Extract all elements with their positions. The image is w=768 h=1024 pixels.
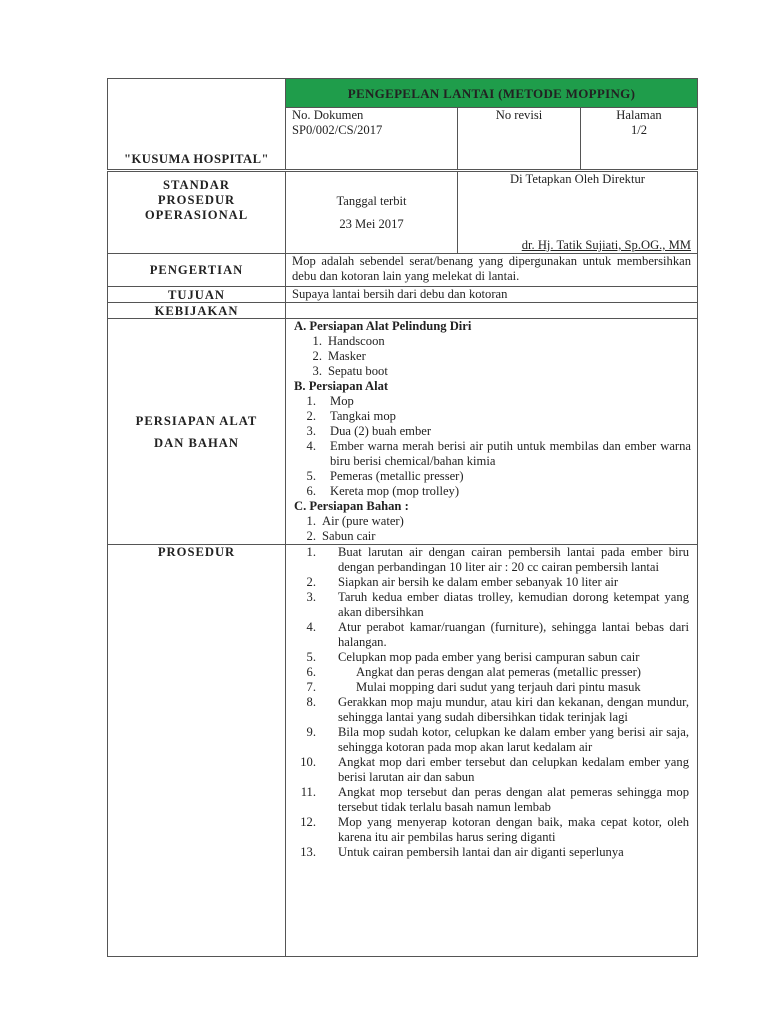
hospital-name-cell: [108, 79, 286, 171]
prosedur-step-text: Gerakkan mop maju mundur, atau kiri dan kekanan, dengan mundur, sehingga lantai yang sudah dibersihkan tidak terinjak lagi: [338, 695, 689, 724]
persiapan-item: 1. Air (pure water): [294, 514, 691, 529]
sop-table: [107, 78, 698, 957]
doc-number-cell: [286, 108, 458, 171]
persiapan-item: 1. Handscoon: [294, 334, 691, 349]
spo-label-line: STANDAR: [163, 178, 230, 192]
approval-cell: [458, 171, 698, 254]
prosedur-step: 6. Angkat dan peras dengan alat pemeras (metallic presser): [292, 665, 689, 680]
revision-cell: [458, 108, 581, 171]
tujuan-text: Supaya lantai bersih dari debu dan kotoran: [286, 287, 698, 303]
persiapan-item: 3. Dua (2) buah ember: [294, 424, 691, 439]
persiapan-item-text: Air (pure water): [322, 514, 404, 528]
prosedur-step-text: Celupkan mop pada ember yang berisi campuran sabun cair: [338, 650, 640, 664]
prosedur-step-text: Buat larutan air dengan cairan pembersih lantai pada ember biru dengan perbandingan 10 liter air : 20 cc cairan pembersih lantai: [338, 545, 689, 574]
prosedur-step-text: Angkat mop tersebut dan peras dengan alat pemeras sehingga mop tersebut tidak terlalu basah namun lembab: [338, 785, 689, 814]
persiapan-item-text: Masker: [328, 349, 366, 363]
prosedur-step: 8. Gerakkan mop maju mundur, atau kiri dan kekanan, dengan mundur, sehingga lantai yang sudah dibersihkan tidak terinjak lagi: [306, 695, 689, 724]
spo-label-line: PROSEDUR: [157, 193, 236, 207]
prosedur-step-text: Angkat dan peras dengan alat pemeras (metallic presser): [356, 665, 641, 679]
persiapan-list: [294, 394, 691, 499]
prosedur-step: 2. Siapkan air bersih ke dalam ember sebanyak 10 liter air: [292, 575, 689, 590]
page-label: Halaman: [616, 108, 662, 122]
persiapan-label-line: PERSIAPAN ALAT: [135, 413, 258, 428]
persiapan-item-text: Sabun cair: [322, 529, 376, 543]
persiapan-item-text: Handscoon: [328, 334, 385, 348]
page-cell: [581, 108, 698, 171]
persiapan-section-title: A. Persiapan Alat Pelindung Diri: [294, 319, 472, 333]
persiapan-item-text: Tangkai mop: [330, 409, 396, 423]
persiapan-item: 3. Sepatu boot: [294, 364, 691, 379]
prosedur-list: [292, 545, 689, 860]
prosedur-step-text: Bila mop sudah kotor, celupkan ke dalam ember yang berisi air saja, sehingga kotoran pada mop akan larut kedalam air: [338, 725, 689, 754]
persiapan-label: [108, 319, 286, 545]
persiapan-section-title: B. Persiapan Alat: [294, 379, 389, 393]
persiapan-item: 2. Tangkai mop: [294, 409, 691, 424]
prosedur-step: 12. Mop yang menyerap kotoran dengan baik, maka cepat kotor, oleh karena itu air pembilas harus sering diganti: [300, 815, 689, 844]
director-name: dr. Hj. Tatik Sujiati, Sp.OG., MM: [521, 238, 691, 252]
persiapan-item: 5. Pemeras (metallic presser): [294, 469, 691, 484]
prosedur-content: [286, 545, 698, 957]
prosedur-step: 13. Untuk cairan pembersih lantai dan air diganti seperlunya: [292, 845, 689, 860]
prosedur-label: PROSEDUR: [108, 545, 286, 957]
pengertian-label: PENGERTIAN: [108, 254, 286, 287]
persiapan-item-text: Dua (2) buah ember: [330, 424, 432, 438]
prosedur-step-text: Siapkan air bersih ke dalam ember sebanyak 10 liter air: [338, 575, 619, 589]
doc-number-label: No. Dokumen: [292, 108, 364, 122]
persiapan-item-text: Mop: [330, 394, 354, 408]
page-number: 1/2: [630, 123, 648, 137]
issue-date: 23 Mei 2017: [339, 216, 404, 231]
tujuan-label: TUJUAN: [108, 287, 286, 303]
prosedur-step-text: Atur perabot kamar/ruangan (furniture), sehingga lantai bebas dari halangan.: [338, 620, 689, 649]
persiapan-list: [294, 514, 691, 544]
approved-by: Di Tetapkan Oleh Direktur: [510, 172, 645, 186]
doc-number: SP0/002/CS/2017: [292, 123, 383, 137]
persiapan-item: 2. Masker: [294, 349, 691, 364]
revision-label: No revisi: [495, 108, 543, 122]
prosedur-step-text: Taruh kedua ember diatas trolley, kemudian dorong ketempat yang akan dibersihkan: [338, 590, 689, 619]
persiapan-item: 6. Kereta mop (mop trolley): [294, 484, 691, 499]
prosedur-step: 3. Taruh kedua ember diatas trolley, kemudian dorong ketempat yang akan dibersihkan: [306, 590, 689, 619]
persiapan-item: 1. Mop: [294, 394, 691, 409]
issue-label: Tanggal terbit: [336, 193, 407, 208]
prosedur-step-text: Untuk cairan pembersih lantai dan air diganti seperlunya: [338, 845, 624, 859]
prosedur-step: 5. Celupkan mop pada ember yang berisi campuran sabun cair: [292, 650, 689, 665]
persiapan-item: 4. Ember warna merah berisi air putih untuk membilas dan ember warna biru berisi chemical/bahan kimia: [306, 439, 691, 468]
spo-label-line: OPERASIONAL: [144, 208, 249, 222]
prosedur-step: 1. Buat larutan air dengan cairan pembersih lantai pada ember biru dengan perbandingan 10 liter air : 20 cc cairan pembersih lantai: [306, 545, 689, 574]
spo-label: [108, 171, 286, 254]
persiapan-list: [294, 334, 691, 379]
document-title: PENGEPELAN LANTAI (METODE MOPPING): [286, 79, 698, 108]
prosedur-step: 7. Mulai mopping dari sudut yang terjauh dari pintu masuk: [292, 680, 689, 695]
persiapan-item: 2. Sabun cair: [294, 529, 691, 544]
persiapan-item-text: Ember warna merah berisi air putih untuk membilas dan ember warna biru berisi chemical/bahan kimia: [330, 439, 691, 468]
hospital-name: "KUSUMA HOSPITAL": [123, 152, 270, 166]
prosedur-step: 11. Angkat mop tersebut dan peras dengan alat pemeras sehingga mop tersebut tidak terlalu basah namun lembab: [300, 785, 689, 814]
kebijakan-label: KEBIJAKAN: [108, 303, 286, 319]
prosedur-step: 9. Bila mop sudah kotor, celupkan ke dalam ember yang berisi air saja, sehingga kotoran pada mop akan larut kedalam air: [306, 725, 689, 754]
prosedur-step: 10. Angkat mop dari ember tersebut dan celupkan kedalam ember yang berisi larutan air dan sabun: [300, 755, 689, 784]
prosedur-step: 4. Atur perabot kamar/ruangan (furniture), sehingga lantai bebas dari halangan.: [306, 620, 689, 649]
pengertian-text: Mop adalah sebendel serat/benang yang dipergunakan untuk membersihkan debu dan kotoran lain yang melekat di lantai.: [286, 254, 698, 287]
prosedur-step-text: Mulai mopping dari sudut yang terjauh dari pintu masuk: [356, 680, 641, 694]
prosedur-step-text: Angkat mop dari ember tersebut dan celupkan kedalam ember yang berisi larutan air dan sabun: [338, 755, 689, 784]
persiapan-item-text: Sepatu boot: [328, 364, 388, 378]
persiapan-item-text: Kereta mop (mop trolley): [330, 484, 460, 498]
kebijakan-text: [286, 303, 698, 319]
persiapan-item-text: Pemeras (metallic presser): [330, 469, 464, 483]
prosedur-step-text: Mop yang menyerap kotoran dengan baik, maka cepat kotor, oleh karena itu air pembilas harus sering diganti: [338, 815, 689, 844]
persiapan-content: [286, 319, 698, 545]
issue-cell: [286, 171, 458, 254]
persiapan-label-line: DAN BAHAN: [154, 435, 239, 450]
persiapan-section-title: C. Persiapan Bahan :: [294, 499, 409, 513]
